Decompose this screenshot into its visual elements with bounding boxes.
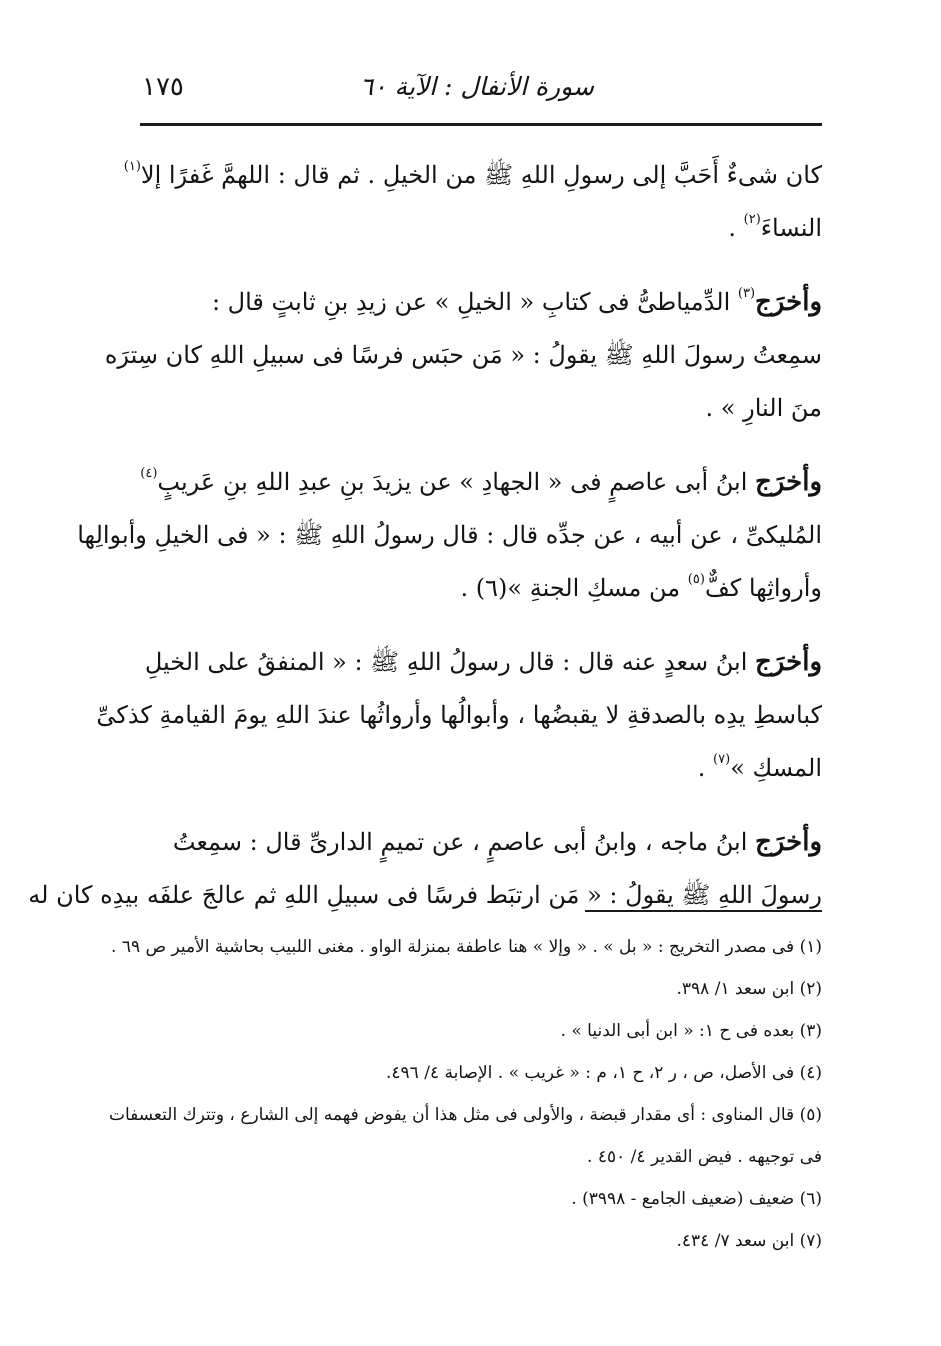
line-text: ابنُ أبى عاصمٍ فى « الجهادِ » عن يزيدَ بنِ عبدِ اللهِ بنِ عَريبٍ xyxy=(157,468,756,496)
footnote-line: (٤) فى الأصل، ص ، ر ٢، ح ١، م : « غريب » . الإصابة ٤/ ٤٩٦. xyxy=(385,1063,822,1083)
paragraph-lead-word: وأخرَج xyxy=(755,467,822,497)
line-text: وأرواثِها كفٌّ xyxy=(704,574,822,602)
text-line xyxy=(96,690,822,743)
footnote-line: (١) فى مصدر التخريج : « بل » . « وإلا » هنا عاطفة بمنزلة الواو . مغنى اللبيب بحاشية الأمير ص ٦٩ . xyxy=(111,937,822,957)
line-text: النساءَ xyxy=(760,214,822,242)
footnote-marker: (١) xyxy=(123,159,141,174)
text-line xyxy=(136,637,822,690)
text-line xyxy=(136,277,822,330)
paragraph-lead-word: وأخرَج xyxy=(755,647,822,677)
paragraph xyxy=(123,150,822,256)
line-text: المسكِ » xyxy=(730,754,822,782)
text-line xyxy=(136,743,822,796)
paragraph xyxy=(96,637,822,796)
footnote-marker: (٥) xyxy=(687,572,705,587)
footnote-line: (٧) ابن سعد ٧/ ٤٣٤. xyxy=(676,1231,822,1251)
line-text: المُليكىِّ ، عن أبيه ، عن جدِّه قال : قال رسولُ اللهِ ﷺ : « فى الخيلِ وأبوالِها xyxy=(77,521,822,549)
paragraph-lead-word: وأخرَج xyxy=(755,287,822,317)
text-line xyxy=(136,817,822,870)
running-title: سورة الأنفال : الآية ٦٠ xyxy=(359,72,594,101)
page-number: ١٧٥ xyxy=(142,72,184,102)
paragraph-lead-word: وأخرَج xyxy=(755,827,822,857)
line-text-tail: الدِّمياطىُّ فى كتابِ « الخيلِ » عن زيدِ بنِ ثابتٍ قال : xyxy=(211,288,738,316)
footnote-marker: (٢) xyxy=(743,212,761,227)
line-text: كباسطِ يدِه بالصدقةِ لا يقبضُها ، وأبوالُها وأرواثُها عندَ اللهِ يومَ القيامةِ كذكىِّ xyxy=(96,701,822,729)
line-text-tail: . xyxy=(697,754,714,782)
body-text xyxy=(28,150,822,944)
footnote-line: فى توجيهه . فيض القدير ٤/ ٤٥٠ . xyxy=(587,1147,822,1167)
page-header xyxy=(140,68,822,124)
line-text: منَ النارِ » . xyxy=(705,394,822,422)
header-rule xyxy=(140,123,822,126)
text-line xyxy=(136,383,822,436)
paragraph xyxy=(28,817,822,923)
text-line xyxy=(136,563,822,616)
line-text-tail: من مسكِ الجنةِ »(٦) . xyxy=(460,574,688,602)
footnote-line: (٢) ابن سعد ١/ ٣٩٨. xyxy=(676,979,822,999)
footnote-marker: (٤) xyxy=(140,466,158,481)
paragraph xyxy=(104,277,822,436)
paragraph xyxy=(77,457,822,616)
line-text-tail: . xyxy=(728,214,744,242)
text-line xyxy=(104,330,822,383)
footnote-line: (٦) ضعيف (ضعيف الجامع - ٣٩٩٨) . xyxy=(571,1189,822,1209)
footnote-marker: (٧) xyxy=(713,752,731,767)
footnote-line: (٣) بعده فى ح ١: « ابن أبى الدنيا » . xyxy=(560,1021,822,1041)
line-text: ابنُ ماجه ، وابنُ أبى عاصمٍ ، عن تميمٍ الدارىِّ قال : سمِعتُ xyxy=(172,828,756,856)
line-text: سمِعتُ رسولَ اللهِ ﷺ يقولُ : « مَن حبَس فرسًا فى سبيلِ اللهِ كان سِترَه xyxy=(104,341,822,369)
line-text: ابنُ سعدٍ عنه قال : قال رسولُ اللهِ ﷺ : « المنفقُ على الخيلِ xyxy=(144,648,756,676)
text-line xyxy=(136,457,822,510)
footnote-separator xyxy=(585,910,822,912)
footnote-marker: (٣) xyxy=(737,286,756,301)
text-line xyxy=(123,150,822,203)
footnote-line: (٥) قال المناوى : أى مقدار قبضة ، والأولى فى مثل هذا أن يفوض فهمه إلى الشارع ، وتترك التعسفات xyxy=(108,1105,822,1125)
text-line xyxy=(136,203,822,256)
text-line xyxy=(28,870,822,923)
line-text: كان شىءٌ أَحَبَّ إلى رسولِ اللهِ ﷺ من الخيلِ . ثم قال : اللهمَّ غَفرًا إلا xyxy=(140,161,822,189)
text-line xyxy=(77,510,822,563)
line-text: رسولَ اللهِ ﷺ يقولُ : « مَن ارتبَط فرسًا فى سبيلِ اللهِ ثم عالجَ علفَه بيدِه كان له xyxy=(28,881,822,909)
footnotes xyxy=(108,926,822,1262)
